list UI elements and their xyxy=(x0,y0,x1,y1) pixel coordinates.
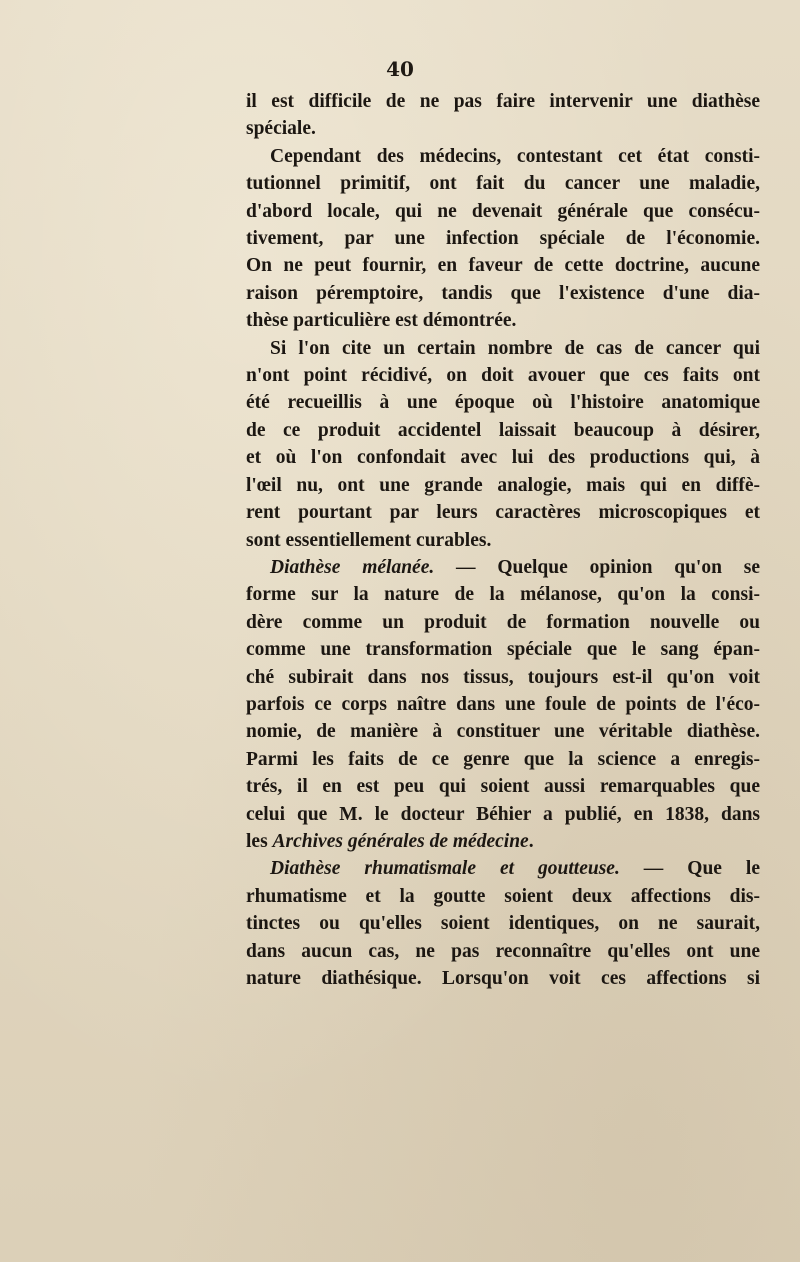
text-line: celui que M. le docteur Béhier a publié, en 1838, dans xyxy=(246,803,760,825)
text-line: dère comme un produit de formation nouvelle ou xyxy=(246,611,760,633)
text-line: il est difficile de ne pas faire intervenir une diathèse xyxy=(246,91,760,112)
text-line: Cependant des médecins, contestant cet état consti- xyxy=(270,145,760,167)
text-line: comme une transformation spéciale que le sang épan- xyxy=(246,639,760,661)
paragraph-rhumatismale xyxy=(246,855,760,992)
text-line: d'abord locale, qui ne devenait générale que consécu- xyxy=(246,200,760,222)
text-line: forme sur la nature de la mélanose, qu'on la consi- xyxy=(246,584,760,606)
text-line: l'œil nu, ont une grande analogie, mais qui en diffè- xyxy=(246,474,760,496)
paragraph-3 xyxy=(246,335,760,554)
text-line: Si l'on cite un certain nombre de cas de cancer qui xyxy=(270,337,760,359)
paragraph-1 xyxy=(246,88,760,143)
paragraph-2 xyxy=(246,143,760,335)
text-line: raison péremptoire, tandis que l'existence d'une dia- xyxy=(246,282,760,304)
text-fragment: — Quelque opinion qu'on se xyxy=(434,556,760,578)
text-line: tinctes ou qu'elles soient identiques, on ne saurait, xyxy=(246,913,760,935)
text-line: parfois ce corps naître dans une foule de points de l'éco- xyxy=(246,693,760,715)
paragraph-melanee xyxy=(246,554,760,855)
text-line xyxy=(246,855,760,882)
text-line: On ne peut fournir, en faveur de cette doctrine, aucune xyxy=(246,255,760,277)
text-line: et où l'on confondait avec lui des productions qui, à xyxy=(246,447,760,469)
section-heading-melanee: Diathèse mélanée. xyxy=(270,556,435,578)
text-line: sont essentiellement curables. xyxy=(246,529,492,551)
text-line: spéciale. xyxy=(246,118,316,140)
text-line: tutionnel primitif, ont fait du cancer une maladie, xyxy=(246,173,760,195)
text-line: trés, il en est peu qui soient aussi remarquables que xyxy=(246,776,760,798)
text-line: de ce produit accidentel laissait beaucoup à désirer, xyxy=(246,419,760,441)
text-line xyxy=(246,554,760,581)
text-line xyxy=(246,828,760,855)
text-line: n'ont point récidivé, on doit avouer que ces faits ont xyxy=(246,365,760,387)
text-line: dans aucun cas, ne pas reconnaître qu'elles ont une xyxy=(246,940,760,962)
text-fragment: les xyxy=(246,830,273,852)
text-line: été recueillis à une époque où l'histoire anatomique xyxy=(246,392,760,414)
text-fragment: . xyxy=(528,830,534,852)
text-fragment: — Que le xyxy=(619,858,760,880)
text-line: rent pourtant par leurs caractères microscopiques et xyxy=(246,502,760,524)
page-number: 40 xyxy=(386,57,414,81)
journal-title: Archives générales de médecine xyxy=(272,830,529,852)
body-text xyxy=(246,88,760,992)
text-line: ché subirait dans nos tissus, toujours est-il qu'on voit xyxy=(246,666,760,688)
text-line: nature diathésique. Lorsqu'on voit ces affections si xyxy=(246,968,760,989)
text-line: nomie, de manière à constituer une véritable diathèse. xyxy=(246,721,760,743)
section-heading-rhumatismale: Diathèse rhumatismale et goutteuse. xyxy=(270,858,620,880)
text-line: tivement, par une infection spéciale de l'économie. xyxy=(246,228,760,250)
text-line: thèse particulière est démontrée. xyxy=(246,310,517,332)
text-line: rhumatisme et la goutte soient deux affections dis- xyxy=(246,885,760,907)
text-line: Parmi les faits de ce genre que la science a enregis- xyxy=(246,748,760,770)
